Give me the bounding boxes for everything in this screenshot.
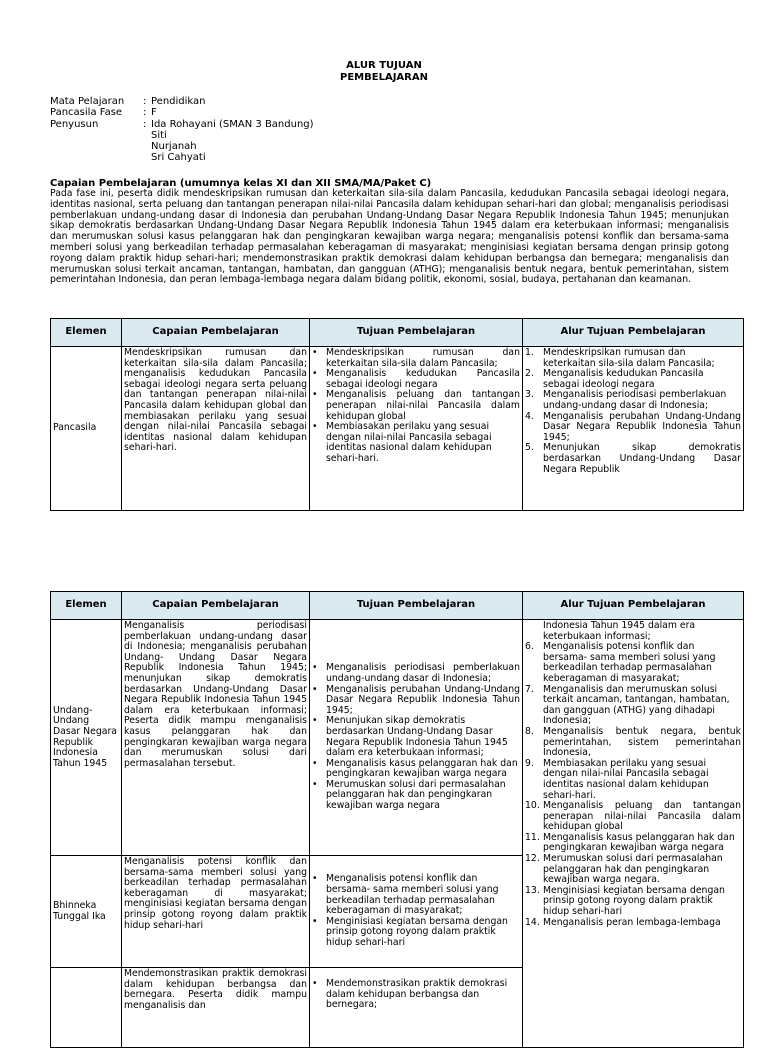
- tujuan-item: • Menganalisis kedudukan Pancasila sebagai ideologi negara: [312, 369, 520, 390]
- meta-row: [50, 141, 314, 152]
- tujuan-item: • Mendemonstrasikan praktik demokrasi dalam kehidupan berbangsa dan bernegara;: [312, 979, 520, 1011]
- meta-key: [50, 152, 143, 163]
- alur-item: 6. Menganalisis potensi konflik dan bersama- sama memberi solusi yang berkeadilan terhadap permasalahan keberagaman di masyarakat;: [525, 641, 716, 684]
- tujuan-cell: [310, 968, 523, 1048]
- tujuan-cell: [310, 856, 523, 968]
- elemen-cell: Bhinneka Tunggal Ika: [51, 856, 122, 968]
- meta-key: Pancasila Fase: [50, 107, 123, 119]
- alur-item: 14. Menganalisis peran lembaga-lembaga: [525, 916, 721, 928]
- table-header-row: [51, 319, 744, 347]
- header-capaian: Capaian Pembelajaran: [122, 319, 310, 347]
- alur-item: 1. Mendeskripsikan rumusan dan keterkaitan sila-sila dalam Pancasila;: [525, 347, 715, 369]
- atp-table-2: [50, 591, 744, 1048]
- meta-colon: :: [143, 96, 147, 107]
- meta-colon: :: [143, 118, 147, 130]
- title-line-2: PEMBELAJARAN: [340, 72, 428, 83]
- alur-item: 11. Menganalisis kasus pelanggaran hak dan pengingkaran kewajiban warga negara: [525, 831, 735, 854]
- tujuan-item: • Menganalisis perubahan Undang-Undang Dasar Negara Republik Indonesia Tahun 1945;: [312, 685, 520, 717]
- capaian-heading: Capaian Pembelajaran (umumnya kelas XI dan XII SMA/MA/Paket C): [50, 178, 432, 189]
- tujuan-item: • Menganalisis peluang dan tantangan penerapan nilai-nilai Pancasila dalam kehidupan global: [312, 390, 520, 422]
- document-meta: [50, 96, 314, 164]
- alur-item: 2. Menganalisis kedudukan Pancasila sebagai ideologi negara: [525, 368, 704, 390]
- title-line-1: ALUR TUJUAN: [346, 60, 422, 71]
- meta-row: [50, 107, 314, 118]
- tujuan-item: • Menunjukan sikap demokratis berdasarkan Undang-Undang Dasar Negara Republik Indonesia Tahun 1945 dalam era keterbukaan informasi;: [312, 716, 520, 758]
- elemen-cell: Undang-Undang Dasar Negara Republik Indonesia Tahun 1945: [51, 620, 122, 856]
- alur-item: 3. Menganalisis periodisasi pemberlakuan undang-undang dasar di Indonesia;: [525, 389, 727, 411]
- meta-value: F: [151, 107, 157, 119]
- table-header-row: [51, 592, 744, 620]
- tujuan-cell: [310, 347, 523, 511]
- capaian-paragraph: Pada fase ini, peserta didik mendeskripsikan rumusan dan keterkaitan sila-sila dalam Pancasila, kedudukan Pancasila sebagai ideologi negara, identitas nasional, serta peluang dan tantangan penerapan nilai-nilai Pancasila dalam kehidupan sehari-hari dan global; menganalisis periodisasi pemberlakuan undang-undang dasar di Indonesia dan perubahan Undang-Undang Dasar Negara Republik Indonesia Tahun 1945; menunjukan sikap demokratis berdasarkan Undang-Undang Dasar Negara Republik Indonesia Tahun 1945 dalam era keterbukaan informasi; menganalisis dan merumuskan solusi kasus pelanggaran hak dan pengingkaran kewajiban warga negara; menganalisis potensi konflik dan bersama-sama memberi solusi yang berkeadilan terhadap permasalahan keberagaman di masyarakat; menginisiasi kegiatan bersama dengan prinsip gotong royong dalam praktik hidup sehari-hari; mendemonstrasikan praktik demokrasi dalam kehidupan berbangsa dan bernegara; menganalisis dan merumuskan solusi terkait ancaman, tantangan, hambatan, dan gangguan (ATHG); menganalisis bentuk negara, bentuk pemerintahan, sistem pemerintahan Indonesia, dan peran lembaga-lembaga negara dalam bidang politik, ekonomi, sosial, budaya, pertahanan dan keamanan.: [50, 188, 729, 286]
- meta-colon: :: [143, 107, 147, 119]
- table-row: [51, 347, 744, 511]
- alur-continued-text: Indonesia Tahun 1945 dalam era keterbukaan informasi;: [543, 620, 696, 642]
- header-alur: Alur Tujuan Pembelajaran: [523, 319, 744, 347]
- tujuan-item: • Merumuskan solusi dari permasalahan pelanggaran hak dan pengingkaran kewajiban warga negara: [312, 780, 520, 812]
- capaian-cell: Menganalisis periodisasi pemberlakuan undang-undang dasar di Indonesia; menganalisis perubahan Undang- Undang Dasar Negara Republik Indonesia Tahun 1945; menunjukan sikap demokratis berdasarkan Undang-Undang Dasar Negara Republik Indonesia Tahun 1945 dalam era keterbukaan informasi; Peserta didik mampu menganalisis kasus pelanggaran hak dan pengingkaran kewajiban warga negara dan merumuskan solusi dari permasalahan tersebut.: [122, 620, 310, 856]
- table-row: [51, 620, 744, 856]
- meta-value: Sri Cahyati: [151, 152, 206, 164]
- meta-value: Siti: [151, 129, 167, 141]
- meta-key: [50, 130, 143, 141]
- atp-table-1: [50, 318, 744, 511]
- capaian-cell: Mendeskripsikan rumusan dan keterkaitan sila-sila dalam Pancasila; menganalisis kedudukan Pancasila sebagai ideologi negara serta peluang dan tantangan penerapan nilai-nilai Pancasila dalam kehidupan global dan membiasakan perilaku yang sesuai dengan nilai-nilai Pancasila sebagai identitas nasional dalam kehidupan sehari-hari.: [122, 347, 310, 511]
- alur-cell: [523, 620, 744, 1048]
- alur-item: 5. Menunjukan sikap demokratis berdasarkan Undang-Undang Dasar Negara Republik: [525, 442, 741, 475]
- meta-row: [50, 152, 314, 163]
- alur-item: 13. Menginisiasi kegiatan bersama dengan prinsip gotong royong dalam praktik hidup sehari-hari: [525, 884, 725, 918]
- tujuan-cell: [310, 620, 523, 856]
- header-tujuan: Tujuan Pembelajaran: [310, 592, 523, 620]
- elemen-cell: Pancasila: [51, 347, 122, 511]
- header-elemen: Elemen: [51, 592, 122, 620]
- meta-row: [50, 119, 314, 130]
- meta-key: Penyusun: [50, 118, 99, 130]
- meta-value: Pendidikan: [151, 96, 206, 107]
- alur-item: 4. Menganalisis perubahan Undang-Undang Dasar Negara Republik Indonesia Tahun 1945;: [525, 410, 741, 443]
- meta-key: [50, 141, 143, 152]
- elemen-cell: [51, 968, 122, 1048]
- tujuan-item: • Menganalisis periodisasi pemberlakuan undang-undang dasar di Indonesia;: [312, 663, 520, 684]
- page-title: [0, 60, 768, 84]
- tujuan-item: • Menginisiasi kegiatan bersama dengan prinsip gotong royong dalam praktik hidup sehari-hari: [312, 917, 520, 949]
- tujuan-item: • Mendeskripsikan rumusan dan keterkaitan sila-sila dalam Pancasila;: [312, 348, 520, 369]
- header-capaian: Capaian Pembelajaran: [122, 592, 310, 620]
- alur-item: 9. Membiasakan perilaku yang sesuai dengan nilai-nilai Pancasila sebagai identitas nasional dalam kehidupan sehari-hari.: [525, 757, 709, 801]
- meta-value: Nurjanah: [151, 141, 197, 153]
- meta-row: [50, 130, 314, 141]
- tujuan-item: • Menganalisis potensi konflik dan bersama- sama memberi solusi yang berkeadilan terhadap permasalahan keberagaman di masyarakat;: [312, 874, 520, 916]
- header-elemen: Elemen: [51, 319, 122, 347]
- alur-item: 7. Menganalisis dan merumuskan solusi terkait ancaman, tantangan, hambatan, dan gangguan (ATHG) yang dihadapi Indonesia;: [525, 683, 730, 727]
- tujuan-item: • Membiasakan perilaku yang sesuai dengan nilai-nilai Pancasila sebagai identitas nasional dalam kehidupan sehari-hari.: [312, 422, 520, 464]
- alur-cell: [523, 347, 744, 511]
- header-alur: Alur Tujuan Pembelajaran: [523, 592, 744, 620]
- alur-item: 10. Menganalisis peluang dan tantangan penerapan nilai-nilai Pancasila dalam kehidupan global: [525, 800, 741, 833]
- tujuan-item: • Menganalisis kasus pelanggaran hak dan pengingkaran kewajiban warga negara: [312, 759, 520, 780]
- alur-item: 8. Menganalisis bentuk negara, bentuk pemerintahan, sistem pemerintahan Indonesia,: [525, 725, 741, 759]
- meta-value: Ida Rohayani (SMAN 3 Bandung): [151, 118, 314, 130]
- meta-key: Mata Pelajaran: [50, 96, 125, 107]
- capaian-cell: Mendemonstrasikan praktik demokrasi dalam kehidupan berbangsa dan bernegara. Peserta didik mampu menganalisis dan: [122, 968, 310, 1048]
- capaian-cell: Menganalisis potensi konflik dan bersama-sama memberi solusi yang berkeadilan terhadap permasalahan keberagaman di masyarakat; menginisiasi kegiatan bersama dengan prinsip gotong royong dalam praktik hidup sehari-hari: [122, 856, 310, 968]
- header-tujuan: Tujuan Pembelajaran: [310, 319, 523, 347]
- meta-row: [50, 96, 314, 107]
- alur-item: 12. Merumuskan solusi dari permasalahan pelanggaran hak dan pengingkaran kewajiban warga negara.: [525, 853, 723, 886]
